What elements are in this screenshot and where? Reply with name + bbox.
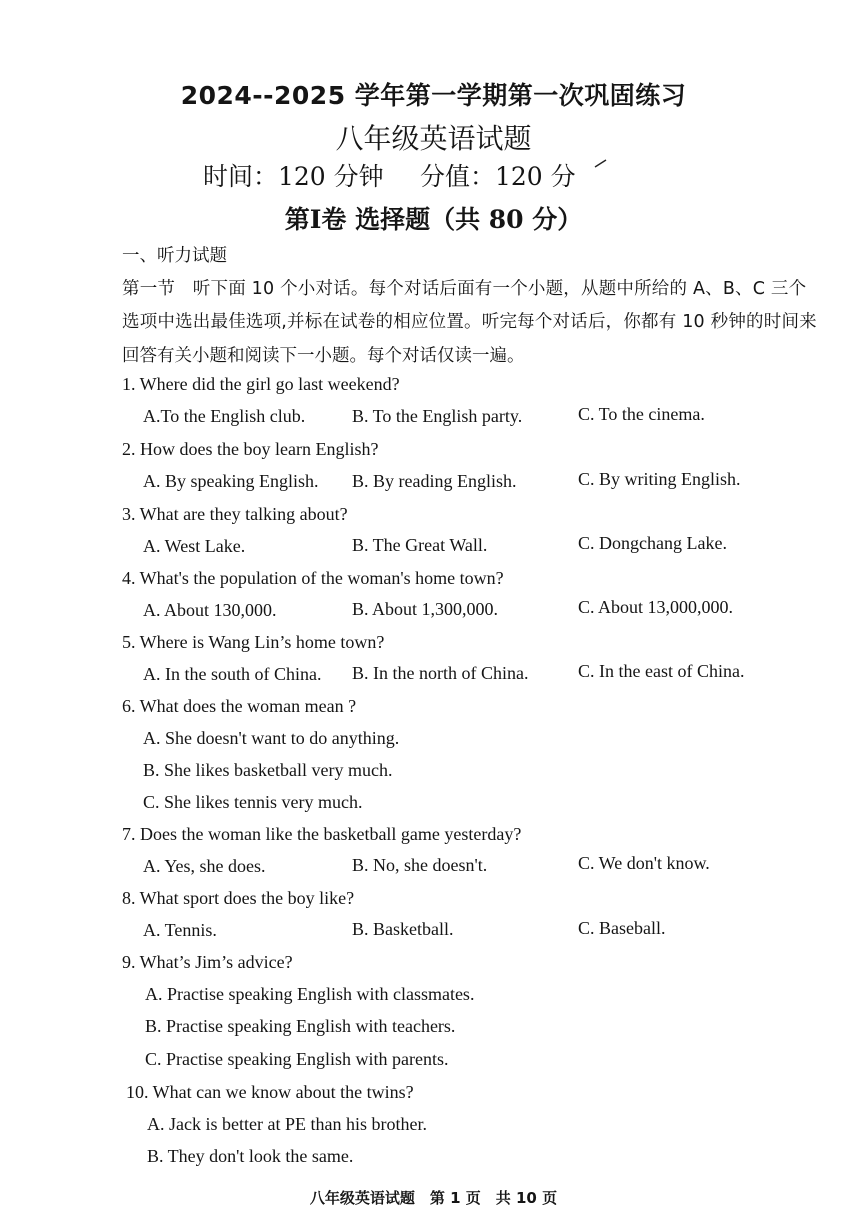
option-5a: A. In the south of China. <box>143 664 322 684</box>
option-8a: A. Tennis. <box>143 920 217 940</box>
question-4: 4. What's the population of the woman's home town? <box>122 568 504 588</box>
option-4b: B. About 1,300,000. <box>352 599 499 619</box>
question-3: 3. What are they talking about? <box>122 504 348 524</box>
option-2b: B. By reading English. <box>352 471 517 491</box>
question-6: 6. What does the woman mean ? <box>122 696 357 716</box>
question-5: 5. Where is Wang Lin’s home town? <box>122 632 385 652</box>
option-1b: B. To the English party. <box>352 406 523 426</box>
page-footer: 八年级英语试题 第 1 页 共 10 页 <box>309 1189 558 1207</box>
question-10: 10. What can we know about the twins? <box>126 1082 414 1102</box>
option-10b: B. They don't look the same. <box>147 1146 354 1166</box>
option-7b: B. No, she doesn't. <box>352 855 488 875</box>
pen-mark <box>593 156 609 170</box>
option-6a: A. She doesn't want to do anything. <box>143 728 400 748</box>
option-1a: A.To the English club. <box>143 406 306 426</box>
question-7: 7. Does the woman like the basketball game yesterday? <box>122 824 522 844</box>
option-7a: A. Yes, she does. <box>143 856 266 876</box>
option-6c: C. She likes tennis very much. <box>143 792 363 812</box>
instruction-line-1: 第一节 听下面 10 个小对话。每个对话后面有一个小题，从题中所给的 A、B、C 三个 <box>122 279 807 299</box>
option-10a: A. Jack is better at PE than his brother. <box>147 1114 427 1134</box>
option-6b: B. She likes basketball very much. <box>143 760 393 780</box>
option-8c: C. Baseball. <box>578 918 666 938</box>
score-info: 分值：120 分 <box>420 162 576 191</box>
option-8b: B. Basketball. <box>352 919 454 939</box>
option-3c: C. Dongchang Lake. <box>578 533 727 553</box>
instruction-line-2: 选项中选出最佳选项,并标在试卷的相应位置。听完每个对话后，你都有 10 秒钟的时间来 <box>122 312 817 332</box>
exam-subtitle: 八年级英语试题 <box>335 122 532 155</box>
time-info: 时间：120 分钟 <box>203 162 384 191</box>
option-4a: A. About 130,000. <box>143 600 277 620</box>
question-8: 8. What sport does the boy like? <box>122 888 355 908</box>
option-5c: C. In the east of China. <box>578 661 745 681</box>
question-1: 1. Where did the girl go last weekend? <box>122 374 400 394</box>
option-4c: C. About 13,000,000. <box>578 597 734 617</box>
exam-title: 2024--2025 学年第一学期第一次巩固练习 <box>180 81 687 110</box>
instruction-line-3: 回答有关小题和阅读下一小题。每个对话仅读一遍。 <box>122 346 525 366</box>
option-9a: A. Practise speaking English with classmates. <box>145 984 475 1004</box>
question-2: 2. How does the boy learn English? <box>122 439 379 459</box>
option-2c: C. By writing English. <box>578 469 741 489</box>
question-9: 9. What’s Jim’s advice? <box>122 952 293 972</box>
option-3b: B. The Great Wall. <box>352 535 488 555</box>
part-heading: 一、听力试题 <box>122 246 227 266</box>
option-3a: A. West Lake. <box>143 536 246 556</box>
option-1c: C. To the cinema. <box>578 404 705 424</box>
option-9b: B. Practise speaking English with teachers. <box>145 1016 456 1036</box>
section-title: 第Ⅰ卷 选择题（共 80 分） <box>284 205 583 234</box>
option-5b: B. In the north of China. <box>352 663 529 683</box>
option-9c: C. Practise speaking English with parents. <box>145 1049 449 1069</box>
option-2a: A. By speaking English. <box>143 471 319 491</box>
option-7c: C. We don't know. <box>578 853 710 873</box>
